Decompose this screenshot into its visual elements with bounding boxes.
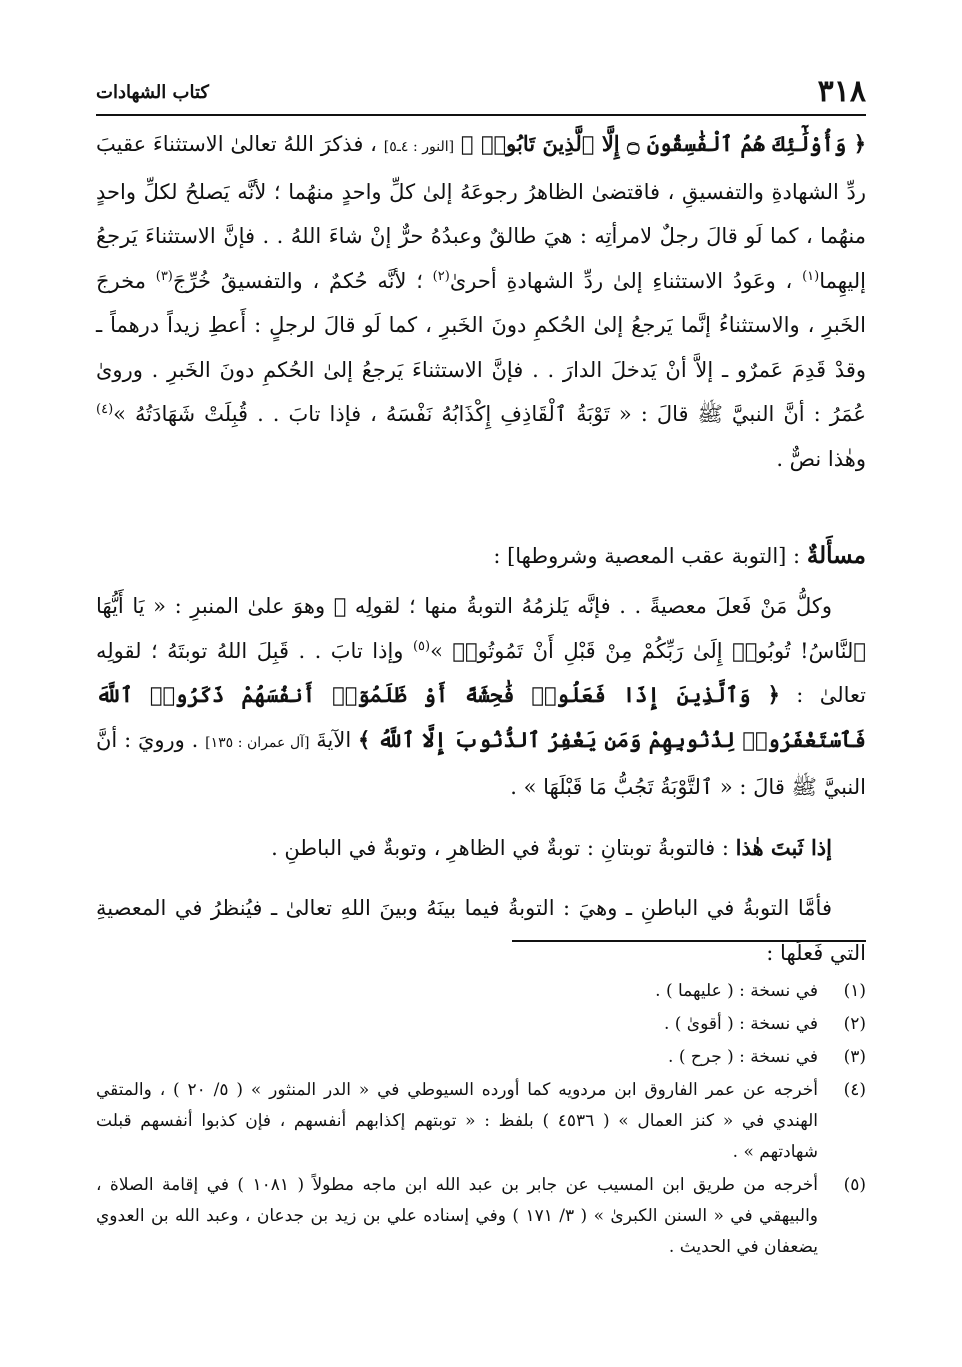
page-number: ٣١٨ — [817, 74, 866, 109]
footnote-number: (٤) — [843, 1080, 866, 1100]
footnote-item — [96, 1170, 866, 1263]
paragraph-1 — [96, 122, 866, 481]
text-segment: ؛ لأنَّه حُكمٌ ، والتفسيقُ خُرِّجَ — [172, 268, 423, 293]
footnote-number: (٥) — [843, 1175, 866, 1195]
text-segment: الآيةَ — [316, 727, 352, 752]
verse-reference: [النور : ٤ـ٥] — [383, 139, 455, 155]
footnote-item — [96, 1075, 866, 1168]
hadith-quote: « تَوْبَةُ ٱلْقَاذِفِ إِكْذَابُهُ نَفْسَهُ ، فإذا تابَ . . قُبِلَتْ شَهَادَتُهُ » — [113, 402, 632, 426]
footnote-marker: (٣) — [155, 268, 173, 284]
footnote-number: (٣) — [843, 1047, 866, 1067]
text-segment: . ورويَ : أنَّ النبيَّ ﷺ قالَ : — [96, 727, 866, 799]
footnote-marker: (٢) — [432, 268, 450, 284]
footnote-item — [96, 976, 866, 1007]
running-title: كتاب الشهادات — [96, 82, 209, 103]
text-segment: وهٰذا نصٌّ . — [776, 446, 866, 471]
text-segment: مخرجَ الخَبرِ ، والاستثناءُ إنَّما يَرجعُ إلىٰ الحُكمِ دونَ الخَبرِ ، كما لَو قالَ لرجلٍ : أَعطِ زيداً درهماً ـ وقدْ قَدِمَ عَمرٌو ـ إلاَّ أنْ يَدخلَ الدارَ . . فإنَّ الاستثناءَ يَرجعُ إلىٰ الحُكمِ دونَ الخَبرِ . وروىٰ عُمَرُ : أنَّ النبيَّ ﷺ قالَ : — [96, 268, 866, 426]
text-segment: ، وعَودُ الاستثناءِ إلىٰ ردِّ الشهادةِ أحرىٰ — [449, 268, 793, 293]
quran-verse: ﴿ وَأُوْلَٰٓئِكَ هُمُ ٱلْفَٰسِقُونَ ۝ إِلَّا ٱلَّذِينَ تَابُوا۟ ﴾ — [460, 131, 867, 156]
footnotes — [96, 976, 866, 1265]
hadith-quote: « يَا أَيُّهَا ٱلنَّاسُ! تُوبُوا۟ إِلَىٰ رَبِّكُمْ مِنْ قَبْلِ أَنْ تَمُوتُوا۟ » — [96, 594, 866, 663]
footnote-text: أخرجه من طريق ابن المسيب عن جابر بن عبد الله ابن ماجه مطولاً ( ١٠٨١ ) في إقامة الصلاة ، والبيهقي في « السنن الكبرىٰ » ( ٣/ ١٧١ ) وفي إسناده علي بن زيد بن جدعان ، وعبد الله بن العدوي يضعفان في الحديث . — [96, 1175, 819, 1257]
footnote-number: (١) — [843, 981, 866, 1001]
spacer — [96, 870, 866, 886]
text-segment: فيُنظرُ في المعصيةِ التي فَعلَها : — [96, 896, 866, 965]
hadith-quote: « ٱلتَّوْبَةُ تَجُبُّ مَا قَبْلَهَا » — [523, 775, 733, 799]
paragraph-2 — [96, 584, 866, 810]
text-segment: : فالتوبةُ توبتانِ : توبةٌ في الظاهرِ ، وتوبةٌ في الباطنِ . — [271, 835, 729, 860]
main-text-section-2 — [96, 584, 866, 975]
footnote-marker: (١) — [802, 268, 820, 284]
text-segment: وإذا تابَ . . قَبِلَ اللهُ توبتَهُ ؛ لقولِه تعالىٰ : — [96, 638, 866, 707]
footnote-text: أخرجه عن عمر الفاروق ابن مردويه كما أورده السيوطي في « الدر المنثور » ( ٥/ ٢٠ ) ، والمتقي الهندي في « كنز العمال » ( ٤٥٣٦ ) بلفظ : « توبتهم إكذابهم أنفسهم ، فإن كذبوا أنفسهم قبلت شهادتهم » . — [96, 1080, 818, 1162]
footnote-marker: (٥) — [412, 638, 431, 654]
footnote-divider — [512, 940, 866, 942]
text-segment: وكلُّ مَنْ فَعلَ معصيةً . . فإنَّه يَلزمُهُ التوبةُ منها ؛ لقولِه ﷺ وهوَ علىٰ المنبرِ : — [174, 594, 832, 618]
footnote-marker: (٤) — [96, 402, 114, 417]
footnote-number: (٢) — [843, 1014, 866, 1034]
issue-title: : [التوبة عقب المعصية وشروطها] : — [493, 544, 801, 568]
main-text-section-1 — [96, 122, 866, 481]
issue-heading — [96, 534, 866, 578]
header-divider — [96, 114, 866, 116]
spacer — [96, 810, 866, 826]
issue-label: مسأَلةٌ — [806, 542, 866, 569]
quran-verse: ﴿ وَٱلَّذِينَ إِذَا فَعَلُوا۟ فَٰحِشَةً أَوْ ظَلَمُوٓا۟ أَنفُسَهُمْ ذَكَرُوا۟ ٱللَّهَ فَٱسْتَغْفَرُوا۟ لِذُنُوبِهِمْ وَمَن يَغْفِرُ ٱلذُّنُوبَ إِلَّا ٱللَّهُ ﴾ — [96, 682, 866, 752]
lead-phrase: إذا ثَبتَ هٰذا — [735, 834, 832, 860]
footnote-text: في نسخة : ( جرح ) . — [668, 1047, 818, 1067]
footnote-item — [96, 1042, 866, 1073]
verse-reference: [آل عمران : ١٣٥] — [205, 734, 310, 751]
footnote-text: في نسخة : ( عليهما ) . — [655, 981, 818, 1001]
text-segment: فأمَّا التوبةُ في الباطنِ ـ وهيَ : التوبةُ فيما بينَهُ وبينَ اللهِ تعالىٰ ـ — [270, 896, 832, 920]
text-segment: ، فذكرَ اللهُ تعالىٰ الاستثناءَ عقيبَ ردِّ الشهادةِ والتفسيقِ ، فاقتضىٰ الظاهرُ رجوعَهُ إلىٰ كلِّ واحدٍ منهُما ؛ لأنَّه يَصلحُ لكلِّ واحدٍ منهُما ، كما لَو قالَ رجلٌ لامرأتِه : هيَ طالقٌ وعبدُهُ حرٌّ إنْ شاءَ اللهُ . . فإنَّ الاستثناءَ يَرجعُ إليهِما — [96, 132, 866, 293]
page-header — [96, 72, 866, 116]
paragraph-3 — [96, 826, 866, 871]
text-segment: . — [510, 775, 517, 799]
paragraph-4 — [96, 886, 866, 975]
footnote-text: في نسخة : ( أقوىٰ ) . — [663, 1014, 818, 1034]
footnote-item — [96, 1009, 866, 1040]
